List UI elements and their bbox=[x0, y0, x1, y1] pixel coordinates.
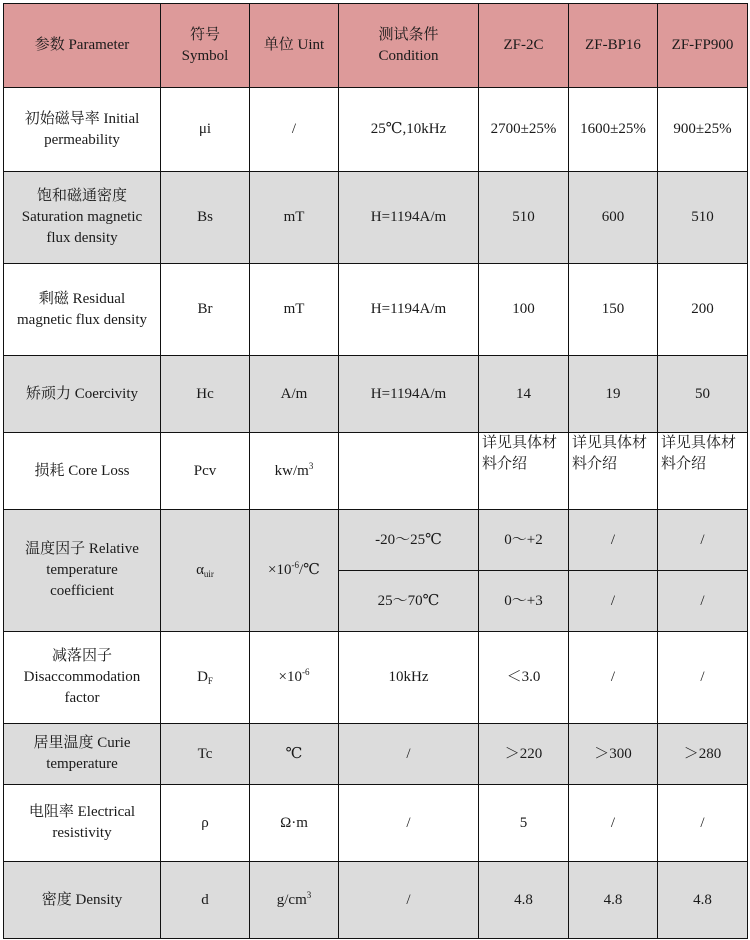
value-zf-fp900: 510 bbox=[658, 172, 748, 264]
param-cell: 温度因子 Relative temperature coefficient bbox=[4, 510, 161, 632]
header-parameter: 参数 Parameter bbox=[4, 4, 161, 88]
value-zf-2c: 100 bbox=[479, 264, 569, 356]
symbol-cell: Br bbox=[161, 264, 250, 356]
unit-cell: $g/cm^3$ bbox=[250, 862, 339, 939]
value-zf-fp900: 200 bbox=[658, 264, 748, 356]
symbol-cell: d bbox=[161, 862, 250, 939]
value-zf-fp900: ＞280 bbox=[658, 724, 748, 785]
row-density bbox=[4, 862, 748, 939]
param-cell: 损耗 Core Loss bbox=[4, 433, 161, 510]
header-unit: 单位 Uint bbox=[250, 4, 339, 88]
unit-cell: mT bbox=[250, 264, 339, 356]
condition-cell: H=1194A/m bbox=[339, 264, 479, 356]
unit-cell: A/m bbox=[250, 356, 339, 433]
param-cell: 密度 Density bbox=[4, 862, 161, 939]
header-grade-zf-bp16: ZF-BP16 bbox=[569, 4, 658, 88]
value-zf-2c: 0～+3 bbox=[479, 571, 569, 632]
unit-cell: Ω·m bbox=[250, 785, 339, 862]
condition-cell: H=1194A/m bbox=[339, 172, 479, 264]
row-saturation-flux-density bbox=[4, 172, 748, 264]
value-zf-2c: 2700±25% bbox=[479, 88, 569, 172]
value-zf-2c: ＜3.0 bbox=[479, 632, 569, 724]
row-electrical-resistivity bbox=[4, 785, 748, 862]
symbol-cell: Tc bbox=[161, 724, 250, 785]
value-zf-bp16: / bbox=[569, 510, 658, 571]
symbol-cell: Bs bbox=[161, 172, 250, 264]
condition-cell: 25℃,10kHz bbox=[339, 88, 479, 172]
value-zf-2c: 14 bbox=[479, 356, 569, 433]
condition-cell: H=1194A/m bbox=[339, 356, 479, 433]
condition-cell bbox=[339, 433, 479, 510]
value-zf-bp16: 详见具体材料介绍 bbox=[569, 433, 658, 510]
unit-cell: / bbox=[250, 88, 339, 172]
value-zf-fp900: / bbox=[658, 632, 748, 724]
value-zf-bp16: 150 bbox=[569, 264, 658, 356]
value-zf-bp16: 1600±25% bbox=[569, 88, 658, 172]
condition-cell: / bbox=[339, 862, 479, 939]
row-initial-permeability bbox=[4, 88, 748, 172]
value-zf-fp900: 4.8 bbox=[658, 862, 748, 939]
value-zf-2c: 510 bbox=[479, 172, 569, 264]
value-zf-fp900: / bbox=[658, 785, 748, 862]
symbol-cell: Hc bbox=[161, 356, 250, 433]
value-zf-bp16: ＞300 bbox=[569, 724, 658, 785]
row-core-loss bbox=[4, 433, 748, 510]
condition-cell: / bbox=[339, 724, 479, 785]
condition-cell: 10kHz bbox=[339, 632, 479, 724]
header-row bbox=[4, 4, 748, 88]
param-cell: 减落因子 Disaccommodation factor bbox=[4, 632, 161, 724]
value-zf-2c: 0～+2 bbox=[479, 510, 569, 571]
value-zf-bp16: / bbox=[569, 571, 658, 632]
row-temperature-coefficient-1 bbox=[4, 510, 748, 571]
value-zf-bp16: 19 bbox=[569, 356, 658, 433]
value-zf-bp16: / bbox=[569, 785, 658, 862]
value-zf-bp16: 4.8 bbox=[569, 862, 658, 939]
row-curie-temperature bbox=[4, 724, 748, 785]
value-zf-bp16: 600 bbox=[569, 172, 658, 264]
unit-cell: $kw/m^3$ bbox=[250, 433, 339, 510]
header-condition: 测试条件 Condition bbox=[339, 4, 479, 88]
unit-cell: mT bbox=[250, 172, 339, 264]
row-coercivity bbox=[4, 356, 748, 433]
param-cell: 居里温度 Curie temperature bbox=[4, 724, 161, 785]
value-zf-2c: ＞220 bbox=[479, 724, 569, 785]
row-residual-flux-density bbox=[4, 264, 748, 356]
param-cell: 饱和磁通密度 Saturation magnetic flux density bbox=[4, 172, 161, 264]
symbol-cell: Pcv bbox=[161, 433, 250, 510]
value-zf-fp900: / bbox=[658, 571, 748, 632]
unit-cell: ℃ bbox=[250, 724, 339, 785]
param-cell: 剩磁 Residual magnetic flux density bbox=[4, 264, 161, 356]
param-cell: 初始磁导率 Initial permeability bbox=[4, 88, 161, 172]
condition-cell: / bbox=[339, 785, 479, 862]
header-symbol: 符号 Symbol bbox=[161, 4, 250, 88]
value-zf-fp900: 详见具体材料介绍 bbox=[658, 433, 748, 510]
value-zf-bp16: / bbox=[569, 632, 658, 724]
unit-cell: $\times 10^{-6}$ bbox=[250, 632, 339, 724]
symbol-cell: ρ bbox=[161, 785, 250, 862]
param-cell: 电阻率 Electrical resistivity bbox=[4, 785, 161, 862]
value-zf-2c: 详见具体材料介绍 bbox=[479, 433, 569, 510]
row-disaccommodation-factor bbox=[4, 632, 748, 724]
param-cell: 矫顽力 Coercivity bbox=[4, 356, 161, 433]
symbol-cell: $\alpha_{uir}$ bbox=[161, 510, 250, 632]
value-zf-fp900: 50 bbox=[658, 356, 748, 433]
material-properties-table bbox=[3, 3, 748, 939]
symbol-cell: μi bbox=[161, 88, 250, 172]
condition-cell: -20～25℃ bbox=[339, 510, 479, 571]
value-zf-fp900: 900±25% bbox=[658, 88, 748, 172]
symbol-cell: $D_F$ bbox=[161, 632, 250, 724]
value-zf-fp900: / bbox=[658, 510, 748, 571]
condition-cell: 25～70℃ bbox=[339, 571, 479, 632]
header-grade-zf-fp900: ZF-FP900 bbox=[658, 4, 748, 88]
header-grade-zf-2c: ZF-2C bbox=[479, 4, 569, 88]
value-zf-2c: 4.8 bbox=[479, 862, 569, 939]
value-zf-2c: 5 bbox=[479, 785, 569, 862]
unit-cell: $\times 10^{-6}/℃$ bbox=[250, 510, 339, 632]
